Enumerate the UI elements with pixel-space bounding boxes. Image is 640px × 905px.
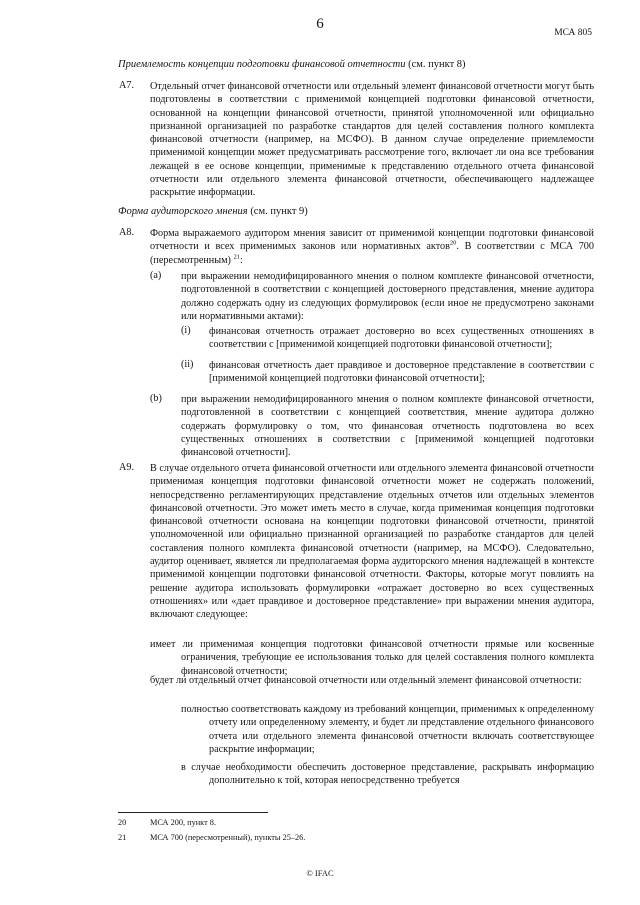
heading-title: Форма аудиторского мнения xyxy=(118,206,248,217)
list-item-i: финансовая отчетность отражает достоверно во всех существенных отношениях в соответствии с [применимой концепцией подготовки финансовой отчетности]; xyxy=(209,326,594,351)
section-heading-a8 xyxy=(118,206,308,217)
paragraph-label-a7: A7. xyxy=(119,80,134,91)
heading-title: Приемлемость концепции подготовки финансовой отчетности xyxy=(118,59,406,70)
section-heading-a7 xyxy=(118,59,466,70)
paragraph-a9: В случае отдельного отчета финансовой отчетности или отдельного элемента финансовой отчетности применимая концепция подготовки финансовой отчетности может не содержать положений, непосредственно регламентирующих представление отдельных отчетов или отдельных элементов финансовой отчетности. Это может иметь место в случае, когда применимая концепция подготовки финансовой отчетности основана на концепции подготовки финансовой отчетности, принятой уполномоченной или официально признанной организацией по разработке стандартов для целей составления полного комплекта финансовой отчетности (например, на МСФО). Следовательно, аудитор оценивает, является ли предполагаемая форма аудиторского мнения надлежащей в контексте применимой концепции подготовки финансовой отчетности. Факторы, которые могут повлиять на решение аудитора использовать формулировки «отражает достоверно во всех существенных отношениях» или «дает правдивое и достоверное представление» при выражении мнения аудитора, включают следующее: xyxy=(150,463,594,621)
footnote-ref-20: 20 xyxy=(449,239,457,247)
paragraph-a8 xyxy=(150,227,594,267)
heading-reference: (см. пункт 9) xyxy=(247,206,308,217)
list-item-b: при выражении немодифицированного мнения о полном комплекте финансовой отчетности, подготовленной в соответствии с концепцией соответствия, мнение аудитора должно содержать формулировку о том, что финансовая отчетность подготовлена во всех существенных отношениях в соответствии с [применимой концепцией подготовки финансовой отчетности]. xyxy=(181,394,594,459)
paragraph-a7: Отдельный отчет финансовой отчетности или отдельный элемент финансовой отчетности могут быть подготовлены в соответствии с применимой концепцией подготовки финансовой отчетности, основанной на концепции финансовой отчетности, принятой уполномоченной или официально признанной организацией по разработке стандартов для целей составления полного комплекта финансовой отчетности (например, на МСФО). В данном случае определение приемлемости применимой концепции может предусматривать рассмотрение того, включает ли она все требования лежащей в ее основе концепции, применимые к представлению отдельного отчета финансовой отчетности или отдельного элемента финансовой отчетности, обеспечивающего надлежащее раскрытие информации. xyxy=(150,81,594,199)
list-label-b: (b) xyxy=(150,393,162,404)
footnote-text: МСА 700 (пересмотренный), пункты 25–26. xyxy=(150,833,306,842)
paragraph-text: Форма выражаемого аудитором мнения зависит от применимой концепции подготовки финансовой отчетности и всех применимых законов или нормативных актов xyxy=(150,228,594,253)
sub-bullet-item-1: полностью соответствовать каждому из требований концепции, применимых к определенному отчету или определенному элементу, и будет ли представление отдельного финансового отчета или отдельного элемента финансовой отчетности включать соответствующее раскрытие информации; xyxy=(181,704,594,755)
paragraph-label-a8: A8. xyxy=(119,227,134,238)
footnote-ref-21: 21 xyxy=(233,253,240,261)
paragraph-text: . В соответствии с МСА 700 (пересмотренным) xyxy=(150,241,594,266)
list-item-ii: финансовая отчетность дает правдивое и достоверное представление в соответствии с [применимой концепцией подготовки финансовой отчетности]; xyxy=(209,360,594,385)
paragraph-text: : xyxy=(240,254,243,266)
footnote-text: МСА 200, пункт 8. xyxy=(150,818,217,827)
bullet-item-2: будет ли отдельный отчет финансовой отчетности или отдельный элемент финансовой отчетности: xyxy=(150,675,582,686)
list-item-a: при выражении немодифицированного мнения о полном комплекте финансовой отчетности, подготовленной в соответствии с концепцией достоверного представления, мнение аудитора должно содержать одну из следующих формулировок (если иное не предусмотрено законами или нормативными актами): xyxy=(181,271,594,322)
heading-reference: (см. пункт 8) xyxy=(405,59,466,70)
list-label-i: (i) xyxy=(181,325,191,336)
copyright-footer: © IFAC xyxy=(306,868,334,878)
bullet-item-1: имеет ли применимая концепция подготовки финансовой отчетности прямые или косвенные ограничения, требующие ее использования только для целей составления полного комплекта финансовой отчетности; xyxy=(150,639,594,677)
footnote-number: 20 xyxy=(118,818,127,827)
page-number: 6 xyxy=(316,16,324,32)
list-label-a: (a) xyxy=(150,270,162,281)
footnote-number: 21 xyxy=(118,833,127,842)
footnote-divider xyxy=(118,812,268,813)
sub-bullet-item-2: в случае необходимости обеспечить достоверное представление, раскрывать информацию дополнительно к той, которая непосредственно требуется xyxy=(181,762,594,787)
document-code: МСА 805 xyxy=(554,28,592,38)
list-label-ii: (ii) xyxy=(181,359,194,370)
paragraph-label-a9: A9. xyxy=(119,462,134,473)
